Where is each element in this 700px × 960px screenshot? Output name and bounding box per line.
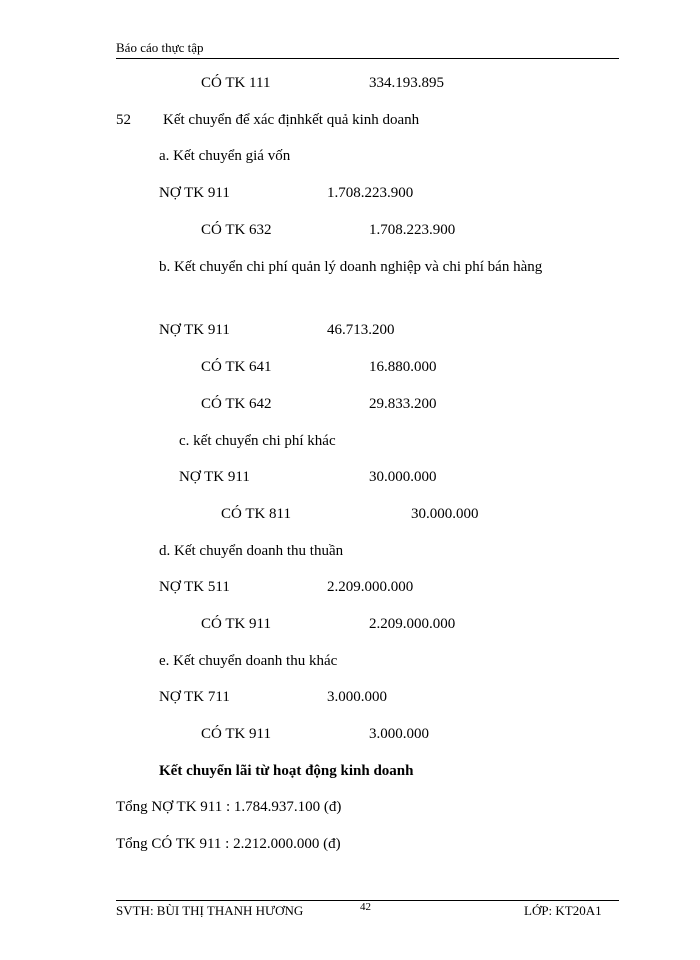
- header-title: Báo cáo thực tập: [116, 40, 204, 55]
- section-heading: Kết chuyển để xác địnhkết quả kinh doanh: [163, 112, 420, 128]
- line17-account: NỢ TK 711: [159, 689, 230, 705]
- subheading-c: c. kết chuyển chi phí khác: [179, 433, 336, 449]
- line4-account: NỢ TK 911: [159, 185, 230, 201]
- total-debit-911: Tổng NỢ TK 911 : 1.784.937.100 (đ): [116, 799, 342, 815]
- line17-amount: 3.000.000: [327, 689, 387, 705]
- line8-amount: 16.880.000: [369, 359, 437, 375]
- line11-account: NỢ TK 911: [179, 469, 250, 485]
- line1-account: CÓ TK 111: [201, 75, 271, 91]
- line7-account: NỢ TK 911: [159, 322, 230, 338]
- line18-account: CÓ TK 911: [201, 726, 272, 742]
- line8-account: CÓ TK 641: [201, 359, 272, 375]
- line7-amount: 46.713.200: [327, 322, 395, 338]
- line12-account: CÓ TK 811: [221, 506, 292, 522]
- subheading-a: a. Kết chuyển giá vốn: [159, 148, 291, 164]
- footer-class: LỚP: KT20A1: [524, 903, 602, 918]
- line18-amount: 3.000.000: [369, 726, 429, 742]
- subheading-b: b. Kết chuyển chi phí quản lý doanh nghiệp và chi phí bán hàng: [159, 259, 543, 275]
- footer-student: SVTH: BÙI THỊ THANH HƯƠNG: [116, 903, 304, 918]
- line15-account: CÓ TK 911: [201, 616, 272, 632]
- line1-amount: 334.193.895: [369, 75, 444, 91]
- total-credit-911: Tổng CÓ TK 911 : 2.212.000.000 (đ): [116, 836, 341, 852]
- item-number-52: 52: [116, 112, 131, 128]
- profit-transfer-heading: Kết chuyển lãi từ hoạt động kinh doanh: [159, 763, 414, 779]
- line5-amount: 1.708.223.900: [369, 222, 456, 238]
- line14-amount: 2.209.000.000: [327, 579, 414, 595]
- subheading-e: e. Kết chuyển doanh thu khác: [159, 653, 338, 669]
- line5-account: CÓ TK 632: [201, 222, 272, 238]
- line9-account: CÓ TK 642: [201, 396, 272, 412]
- page-number: 42: [360, 901, 371, 913]
- line11-amount: 30.000.000: [369, 469, 437, 485]
- header-rule: [116, 58, 619, 59]
- line9-amount: 29.833.200: [369, 396, 437, 412]
- line12-amount: 30.000.000: [411, 506, 479, 522]
- line15-amount: 2.209.000.000: [369, 616, 456, 632]
- subheading-d: d. Kết chuyển doanh thu thuần: [159, 543, 344, 559]
- line14-account: NỢ TK 511: [159, 579, 230, 595]
- line4-amount: 1.708.223.900: [327, 185, 414, 201]
